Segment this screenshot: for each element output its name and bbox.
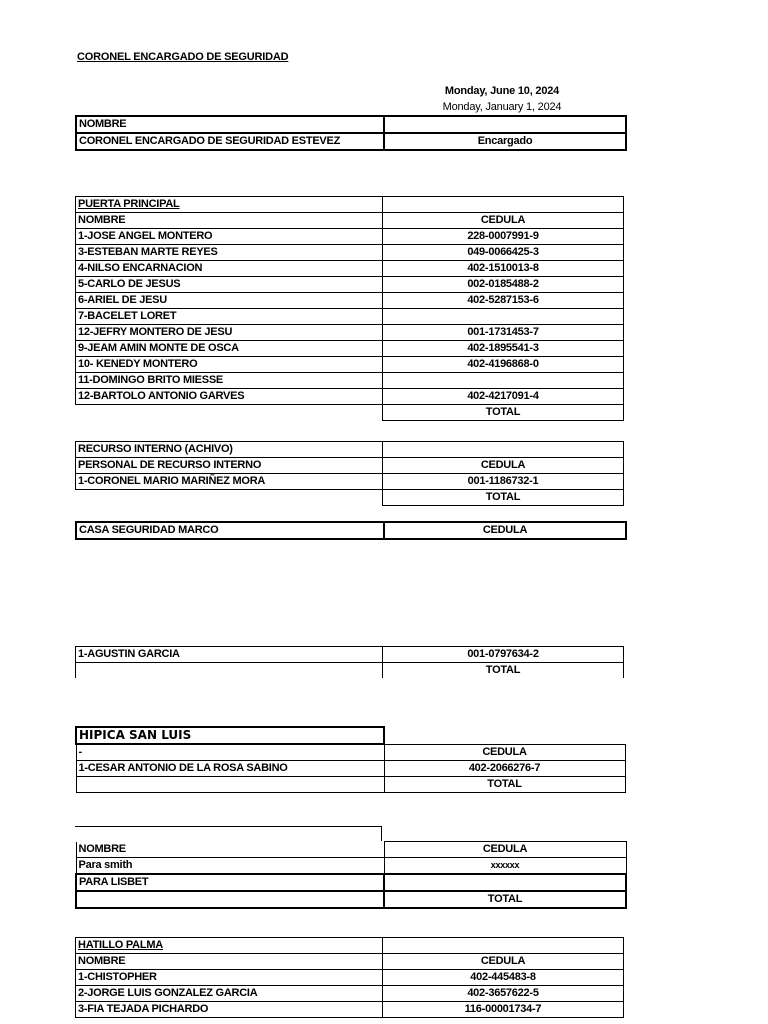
table-row — [76, 133, 626, 150]
total-label[interactable]: TOTAL — [383, 663, 624, 679]
person-cedula[interactable]: 402-4196868-0 — [383, 357, 624, 373]
person-cedula[interactable]: 001-0797634-2 — [383, 647, 624, 663]
person-cedula[interactable]: 001-1731453-7 — [383, 325, 624, 341]
cell-value[interactable] — [384, 116, 626, 133]
person-name[interactable]: 3-ESTEBAN MARTE REYES — [76, 245, 383, 261]
person-name[interactable]: 7-BACELET LORET — [76, 309, 383, 325]
document-title: CORONEL ENCARGADO DE SEGURIDAD — [77, 51, 289, 63]
total-label[interactable]: TOTAL — [383, 405, 624, 421]
empty-cell — [384, 727, 625, 744]
table-row — [76, 858, 626, 875]
section-title[interactable]: CASA SEGURIDAD MARCO — [76, 522, 384, 539]
header-row — [76, 842, 626, 858]
person-cedula[interactable]: 402-445483-8 — [383, 970, 624, 986]
empty-cell[interactable] — [76, 777, 384, 793]
column-header-cedula[interactable]: CEDULA — [384, 842, 626, 858]
person-cedula[interactable]: 116-00001734-7 — [383, 1002, 624, 1018]
person-cedula[interactable]: 001-1186732-1 — [383, 474, 624, 490]
table-row — [76, 389, 624, 405]
total-row — [76, 777, 625, 793]
cell-value[interactable]: Encargado — [384, 133, 626, 150]
total-label[interactable]: TOTAL — [384, 777, 625, 793]
person-cedula[interactable]: 228-0007991-9 — [383, 229, 624, 245]
cell-name[interactable]: NOMBRE — [76, 116, 384, 133]
empty-cell[interactable] — [76, 891, 384, 908]
person-cedula[interactable] — [383, 309, 624, 325]
total-row — [76, 405, 624, 421]
person-cedula[interactable]: 402-5287153-6 — [383, 293, 624, 309]
person-cedula[interactable]: 049-0066425-3 — [383, 245, 624, 261]
person-name[interactable]: 2-JORGE LUIS GONZALEZ GARCIA — [76, 986, 383, 1002]
person-name[interactable]: 5-CARLO DE JESUS — [76, 277, 383, 293]
table-row — [76, 986, 624, 1002]
date-primary: Monday, June 10, 2024 — [444, 85, 560, 97]
table-row — [76, 357, 624, 373]
total-row — [76, 490, 624, 506]
table-row — [76, 341, 624, 357]
table-row — [76, 761, 625, 777]
total-label[interactable]: TOTAL — [383, 490, 624, 506]
empty-cell[interactable] — [383, 197, 624, 213]
person-cedula[interactable]: 402-3657622-5 — [383, 986, 624, 1002]
date-secondary: Monday, January 1, 2024 — [442, 101, 562, 113]
puerta-principal-table — [75, 196, 624, 421]
table-row — [76, 874, 626, 891]
column-header-name[interactable]: PERSONAL DE RECURSO INTERNO — [76, 458, 383, 474]
header-row — [76, 213, 624, 229]
table-row — [76, 245, 624, 261]
column-header-cedula[interactable]: CEDULA — [383, 458, 624, 474]
table-row — [76, 116, 626, 133]
person-name[interactable]: 11-DOMINGO BRITO MIESSE — [76, 373, 383, 389]
divider — [381, 826, 382, 841]
column-header-name[interactable]: NOMBRE — [76, 213, 383, 229]
person-name[interactable]: 10- KENEDY MONTERO — [76, 357, 383, 373]
table-row — [76, 261, 624, 277]
person-cedula[interactable]: 402-1895541-3 — [383, 341, 624, 357]
table-row — [76, 373, 624, 389]
encargado-table — [75, 115, 627, 151]
section-title-row — [76, 727, 625, 744]
header-row — [76, 744, 625, 761]
recurso-interno-table — [75, 441, 624, 506]
person-cedula[interactable] — [383, 373, 624, 389]
table-row — [76, 229, 624, 245]
person-name[interactable]: 9-JEAM AMIN MONTE DE OSCA — [76, 341, 383, 357]
empty-cell[interactable] — [383, 442, 624, 458]
section-title-row — [76, 442, 624, 458]
empty-cell — [76, 405, 383, 421]
table-row — [76, 1002, 624, 1018]
person-name[interactable]: 1-JOSE ANGEL MONTERO — [76, 229, 383, 245]
total-label[interactable]: TOTAL — [384, 891, 626, 908]
table-row — [76, 293, 624, 309]
person-name[interactable]: 1-AGUSTIN GARCIA — [76, 647, 383, 663]
section-title-row — [76, 522, 626, 539]
column-header-name[interactable]: NOMBRE — [76, 954, 383, 970]
person-cedula[interactable]: 402-2066276-7 — [384, 761, 625, 777]
person-name[interactable]: PARA LISBET — [76, 874, 384, 891]
person-name[interactable]: 12-BARTOLO ANTONIO GARVES — [76, 389, 383, 405]
section-title[interactable]: RECURSO INTERNO (ACHIVO) — [76, 442, 383, 458]
para-table — [75, 841, 627, 909]
person-cedula[interactable]: 002-0185488-2 — [383, 277, 624, 293]
section-title-row — [76, 938, 624, 954]
table-row — [76, 647, 624, 663]
column-header-cedula[interactable]: CEDULA — [383, 213, 624, 229]
header-row — [76, 458, 624, 474]
section-title[interactable]: PUERTA PRINCIPAL — [76, 197, 383, 213]
empty-cell — [76, 663, 383, 679]
total-row — [76, 663, 624, 679]
dash-cell[interactable]: - — [76, 744, 384, 761]
table-row — [76, 970, 624, 986]
cell-name[interactable]: CORONEL ENCARGADO DE SEGURIDAD ESTEVEZ — [76, 133, 384, 150]
person-cedula[interactable]: 402-4217091-4 — [383, 389, 624, 405]
section-title[interactable]: HATILLO PALMA — [76, 938, 383, 954]
hatillo-palma-table — [75, 937, 624, 1018]
person-name[interactable]: Para smith — [76, 858, 384, 875]
person-name[interactable]: 4-NILSO ENCARNACION — [76, 261, 383, 277]
empty-cell — [76, 490, 383, 506]
header-row — [76, 954, 624, 970]
empty-cell[interactable] — [383, 938, 624, 954]
column-header-cedula[interactable]: CEDULA — [383, 954, 624, 970]
column-header-cedula[interactable]: CEDULA — [384, 744, 625, 761]
person-cedula[interactable]: xxxxxx — [384, 858, 626, 875]
person-cedula[interactable] — [384, 874, 626, 891]
casa-seguridad-table — [75, 646, 624, 678]
divider — [75, 826, 382, 827]
person-cedula[interactable]: 402-1510013-8 — [383, 261, 624, 277]
table-row — [76, 325, 624, 341]
column-header-name[interactable]: NOMBRE — [76, 842, 384, 858]
casa-seguridad-header-table — [75, 521, 627, 540]
person-name[interactable]: 1-CORONEL MARIO MARIÑEZ MORA — [76, 474, 383, 490]
total-row — [76, 891, 626, 908]
section-title[interactable]: HIPICA SAN LUIS — [76, 727, 384, 744]
section-title-row — [76, 197, 624, 213]
column-header-cedula[interactable]: CEDULA — [384, 522, 626, 539]
person-name[interactable]: 1-CHISTOPHER — [76, 970, 383, 986]
table-row — [76, 277, 624, 293]
hipica-san-luis-table — [75, 726, 626, 793]
table-row — [76, 474, 624, 490]
person-name[interactable]: 1-CESAR ANTONIO DE LA ROSA SABINO — [76, 761, 384, 777]
person-name[interactable]: 3-FIA TEJADA PICHARDO — [76, 1002, 383, 1018]
table-row — [76, 309, 624, 325]
person-name[interactable]: 6-ARIEL DE JESU — [76, 293, 383, 309]
person-name[interactable]: 12-JEFRY MONTERO DE JESU — [76, 325, 383, 341]
